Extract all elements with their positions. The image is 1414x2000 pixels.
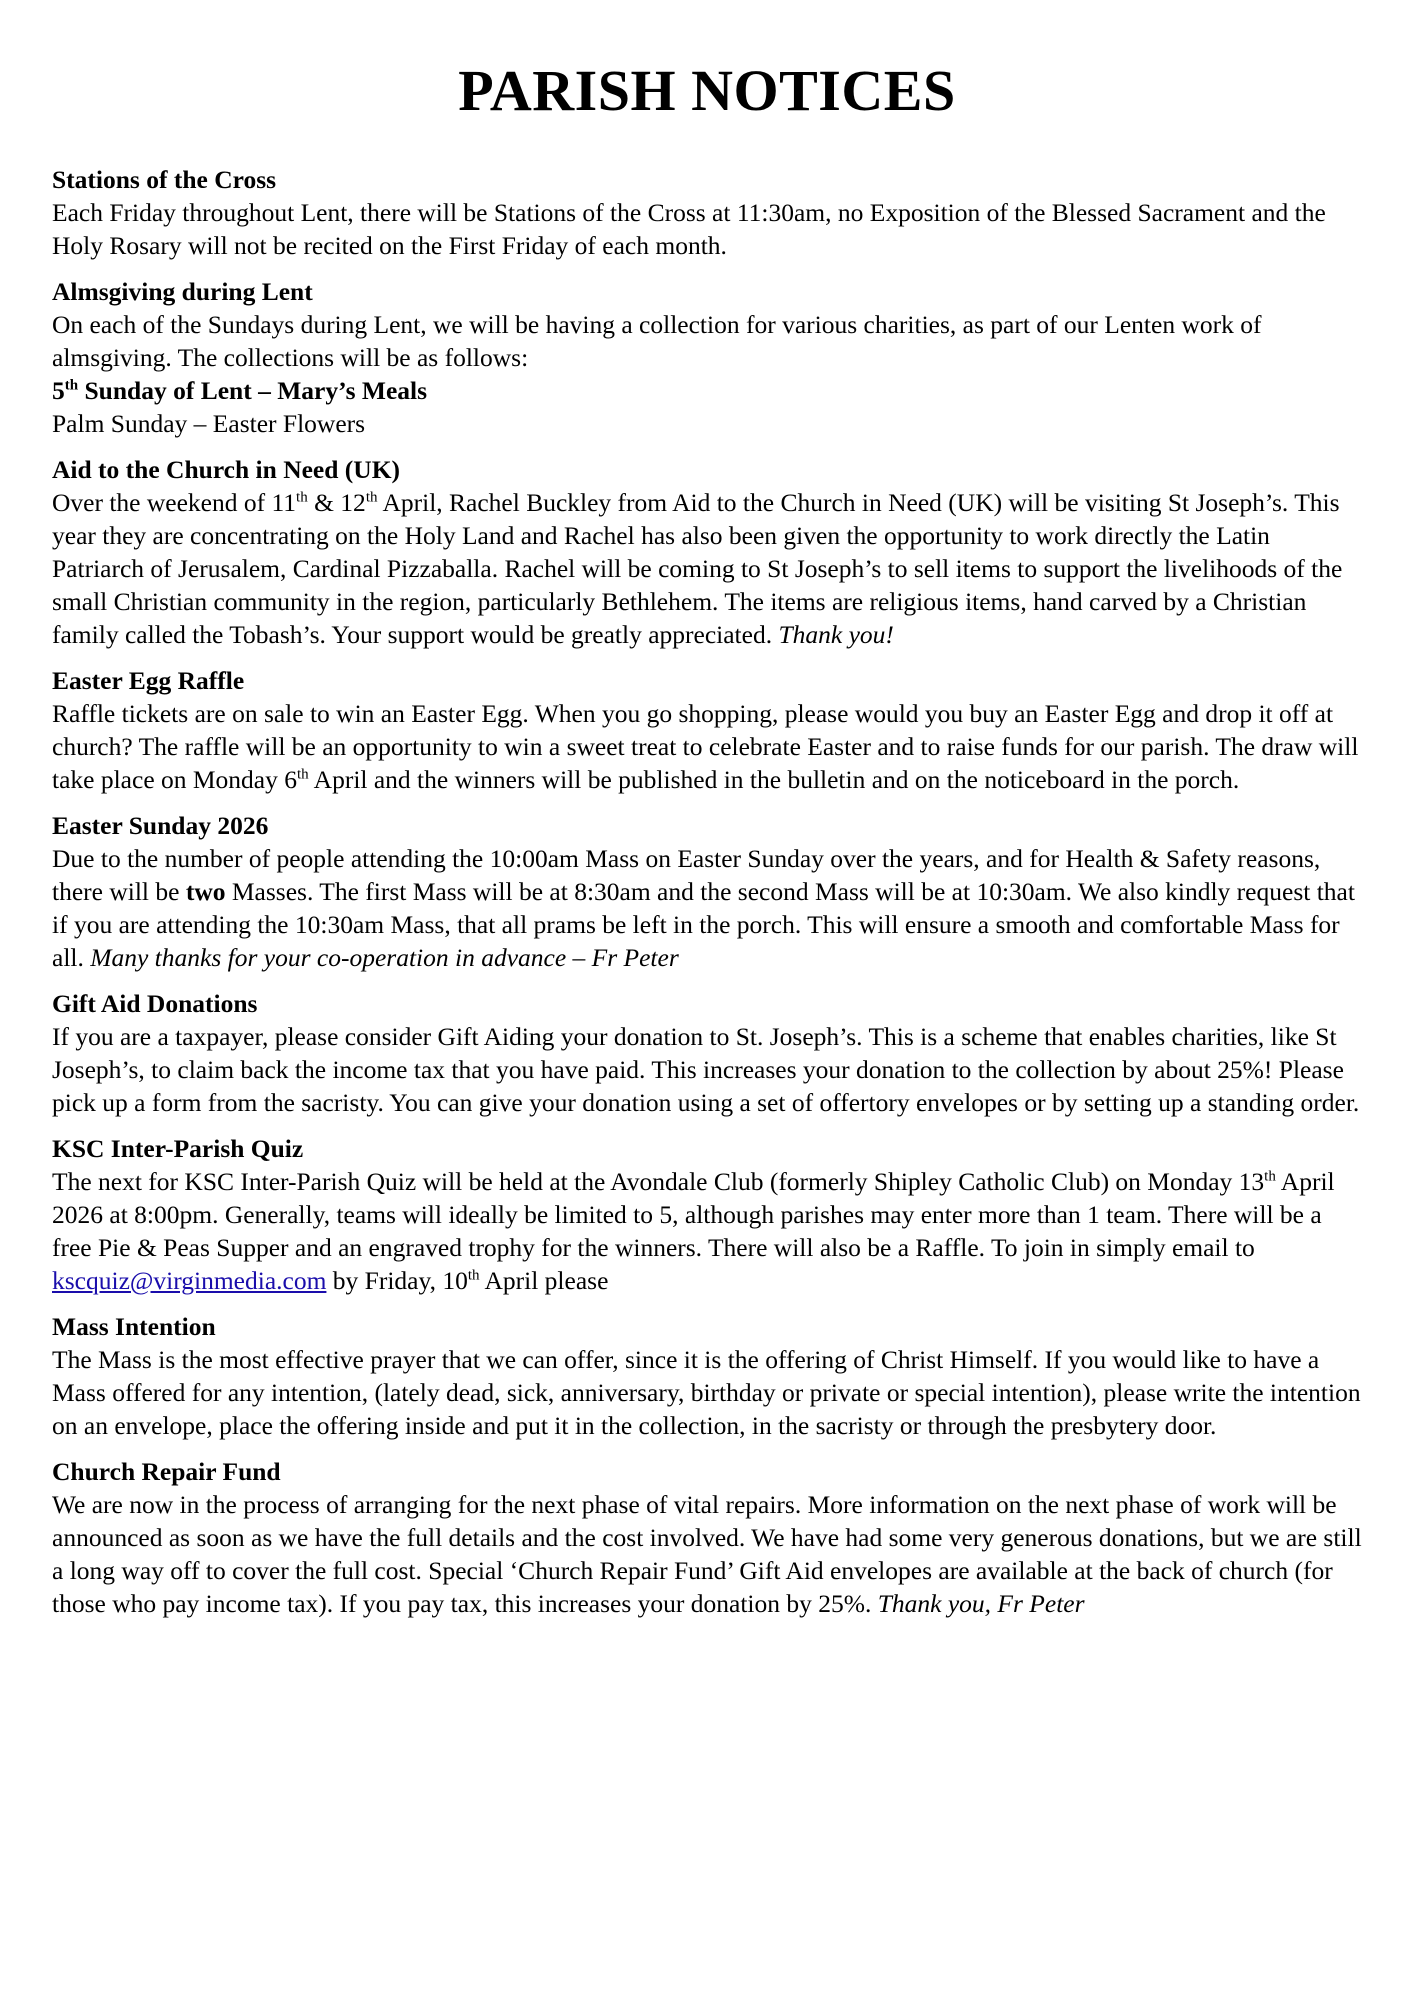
repair-thanks: Thank you, Fr Peter — [877, 1588, 1085, 1618]
raffle-body — [52, 697, 1362, 796]
ordinal-suffix: th — [1264, 1168, 1276, 1185]
text-run: April 2026 at 8:00pm. Generally, teams will ideally be limited to 5, although parishes may enter more than 1 team. There will be a free Pie & Peas Supper and an engraved trophy for the winners. There will also be a Raffle. To join in simply email to — [52, 1166, 1335, 1262]
ordinal-suffix: th — [296, 489, 308, 506]
almsgiving-item-palm-sunday: Palm Sunday – Easter Flowers — [52, 408, 366, 438]
raffle-heading: Easter Egg Raffle — [52, 665, 245, 695]
section-easter-egg-raffle — [52, 664, 1362, 796]
ordinal-suffix: th — [297, 766, 309, 783]
mass-heading: Mass Intention — [52, 1311, 216, 1341]
text-run: Masses. The first Mass will be at 8:30am and the second Mass will be at 10:30am. We also kindly request that if you are attending the 10:30am Mass, that all prams be left in the porch. This will ensure a smooth and comfortable Mass for all. — [52, 876, 1355, 972]
text-run: April, Rachel Buckley from Aid to the Church in Need (UK) will be visiting St Joseph’s. This year they are concentrating on the Holy Land and Rachel has also been given the opportunity to work directly the Latin Patriarch of Jerusalem, Cardinal Pizzaballa. Rachel will be coming to St Joseph’s to sell items to support the livelihoods of the small Christian community in the region, particularly Bethlehem. The items are religious items, hand carved by a Christian family called the Tobash’s. Your support would be greatly appreciated. — [52, 487, 1343, 649]
acn-body — [52, 486, 1362, 651]
mass-body: The Mass is the most effective prayer that we can offer, since it is the offering of Christ Himself. If you would like to have a Mass offered for any intention, (lately dead, sick, anniversary, birthday or private or special intention), please write the intention on an envelope, place the offering inside and put it in the collection, in the sacristy or through the presbytery door. — [52, 1344, 1361, 1440]
giftaid-heading: Gift Aid Donations — [52, 988, 258, 1018]
giftaid-body: If you are a taxpayer, please consider Gift Aiding your donation to St. Joseph’s. This is a scheme that enables charities, like St Joseph’s, to claim back the income tax that you have paid. This increases your donation to the collection by about 25%! Please pick up a form from the sacristy. You can give your donation using a set of offertory envelopes or by setting up a standing order. — [52, 1021, 1360, 1117]
text-run: The next for KSC Inter-Parish Quiz will be held at the Avondale Club (formerly Shipley Catholic Club) on Monday 13 — [52, 1166, 1265, 1196]
stations-body: Each Friday throughout Lent, there will be Stations of the Cross at 11:30am, no Exposition of the Blessed Sacrament and the Holy Rosary will not be recited on the First Friday of each month. — [52, 197, 1326, 260]
quiz-body — [52, 1165, 1362, 1297]
easter-body — [52, 842, 1362, 974]
item-text: Sunday of Lent – Mary’s Meals — [78, 375, 428, 405]
quiz-heading: KSC Inter-Parish Quiz — [52, 1133, 304, 1163]
easter-heading: Easter Sunday 2026 — [52, 810, 269, 840]
text-run: April and the winners will be published in the bulletin and on the noticeboard in the porch. — [308, 764, 1240, 794]
repair-heading: Church Repair Fund — [52, 1456, 281, 1486]
quiz-email-link[interactable]: kscquiz@virginmedia.com — [52, 1265, 327, 1295]
almsgiving-body: On each of the Sundays during Lent, we will be having a collection for various charities, as part of our Lenten work of almsgiving. The collections will be as follows: — [52, 309, 1262, 372]
section-easter-sunday — [52, 809, 1362, 974]
text-run: Due to the number of people attending the 10:00am Mass on Easter Sunday over the years, and for Health & Safety reasons, there will be — [52, 843, 1321, 906]
easter-thanks: Many thanks for your co-operation in advance – Fr Peter — [90, 942, 679, 972]
ordinal-suffix: th — [467, 1267, 480, 1284]
section-church-repair — [52, 1455, 1362, 1620]
text-run: by Friday, 10 — [326, 1265, 468, 1295]
page-title: PARISH NOTICES — [458, 58, 956, 123]
almsgiving-item-marys-meals — [52, 374, 1362, 407]
item-number: 5 — [52, 375, 65, 405]
section-ksc-quiz — [52, 1132, 1362, 1297]
acn-heading: Aid to the Church in Need (UK) — [52, 454, 401, 484]
almsgiving-heading: Almsgiving during Lent — [52, 276, 313, 306]
text-run: April please — [479, 1265, 609, 1295]
repair-body — [52, 1488, 1362, 1620]
stations-heading: Stations of the Cross — [52, 164, 277, 194]
text-run: & 12 — [307, 487, 366, 517]
text-run: Over the weekend of 11 — [52, 487, 297, 517]
ordinal-suffix: th — [64, 377, 79, 394]
emphasis-two: two — [185, 876, 226, 906]
section-almsgiving — [52, 275, 1362, 440]
acn-thanks: Thank you! — [778, 619, 894, 649]
section-gift-aid — [52, 987, 1362, 1119]
section-mass-intention — [52, 1310, 1362, 1442]
section-stations — [52, 163, 1362, 262]
text-run: Raffle tickets are on sale to win an Easter Egg. When you go shopping, please would you buy an Easter Egg and drop it off at church? The raffle will be an opportunity to win a sweet treat to celebrate Easter and to raise funds for our parish. The draw will take place on Monday 6 — [52, 698, 1359, 794]
section-aid-to-church — [52, 453, 1362, 651]
text-run: We are now in the process of arranging for the next phase of vital repairs. More information on the next phase of work will be announced as soon as we have the full details and the cost involved. We have had some very generous donations, but we are still a long way off to cover the full cost. Special ‘Church Repair Fund’ Gift Aid envelopes are available at the back of church (for those who pay income tax). If you pay tax, this increases your donation by 25%. — [52, 1489, 1362, 1618]
ordinal-suffix: th — [365, 489, 378, 506]
